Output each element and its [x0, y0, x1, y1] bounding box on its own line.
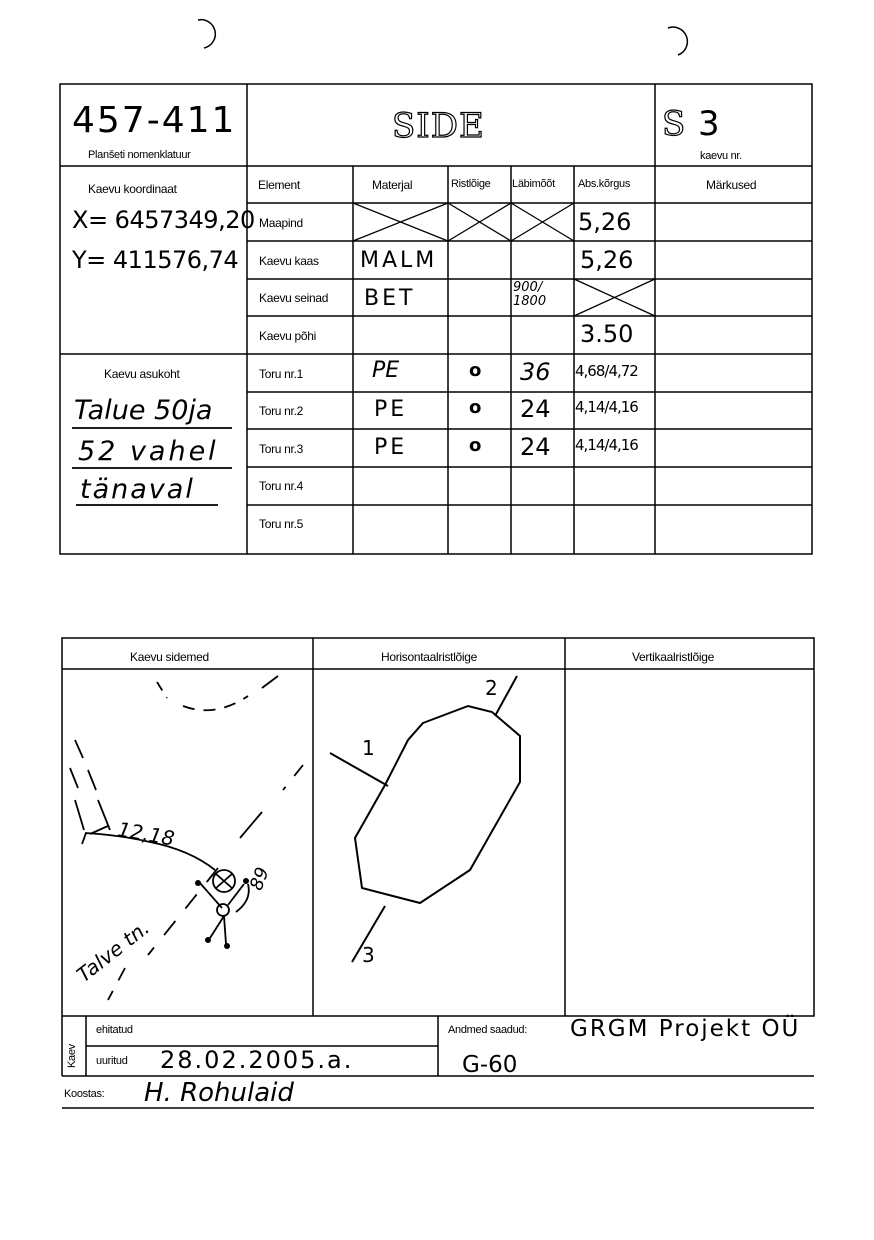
data-source-value: GRGM Projekt OÜ [570, 1016, 801, 1042]
nomenclature-label: Planšeti nomenklatuur [88, 149, 191, 161]
row-height: 3.50 [580, 320, 634, 348]
row-height: 5,26 [580, 246, 634, 274]
col-header-material: Materjal [372, 178, 413, 192]
compiled-label: Koostas: [64, 1088, 105, 1100]
well-number: 3 [698, 104, 720, 144]
col-header-height: Abs.kõrgus [578, 178, 631, 190]
sketch-distance: 12,18 [115, 817, 177, 851]
data-source-label: Andmed saadud: [448, 1024, 527, 1036]
coord-y: Y= 411576,74 [72, 246, 239, 274]
row-cross: o [469, 435, 482, 456]
row-element: Toru nr.1 [259, 367, 303, 381]
pipe-label: 2 [485, 676, 498, 700]
surveyed-label: uuritud [96, 1055, 128, 1067]
pipe-label: 3 [362, 943, 375, 967]
row-diameter: 24 [520, 433, 551, 461]
page-title: SIDE [392, 106, 485, 146]
vertical-section-header: Vertikaalristlõige [632, 650, 714, 664]
row-element: Toru nr.2 [259, 404, 303, 418]
surveyed-value: 28.02.2005.a. [160, 1046, 354, 1074]
col-header-notes: Märkused [706, 178, 757, 192]
well-label: kaevu nr. [700, 150, 742, 162]
well-prefix: S [662, 104, 686, 144]
row-element: Toru nr.4 [259, 479, 303, 493]
sketch-angle: 89 [246, 864, 274, 894]
row-material: MALM [360, 248, 438, 273]
pipe-label: 1 [362, 736, 375, 760]
coords-label: Kaevu koordinaat [88, 182, 177, 196]
nomenclature-value: 457-411 [72, 100, 237, 141]
built-label: ehitatud [96, 1024, 133, 1036]
row-material: BET [364, 286, 416, 311]
row-diameter: 24 [520, 395, 551, 423]
location-line-3: tänaval [80, 474, 195, 505]
sketch-street: Talve tn. [72, 915, 155, 987]
row-height: 4,68/4,72 [575, 362, 638, 380]
location-line-2: 52 vahel [78, 436, 219, 467]
row-material: PE [374, 435, 408, 460]
row-material: PE [372, 358, 400, 383]
row-element: Toru nr.5 [259, 517, 303, 531]
col-header-diameter: Läbimõõt [512, 178, 555, 190]
horizontal-section-sketch [330, 676, 520, 962]
horizontal-section-header: Horisontaalristlõige [381, 650, 478, 664]
location-label: Kaevu asukoht [104, 367, 180, 381]
row-diameter: 36 [520, 358, 551, 386]
links-header: Kaevu sidemed [130, 650, 209, 664]
punch-hole-icon [668, 27, 687, 55]
row-height: 4,14/4,16 [575, 436, 638, 454]
row-cross: o [469, 397, 482, 418]
compiled-value: H. Rohulaid [144, 1078, 294, 1108]
location-line-1: Talue 50ja [74, 395, 213, 426]
coord-x: X= 6457349,20 [72, 206, 255, 234]
row-element: Kaevu põhi [259, 329, 317, 343]
row-material: PE [374, 397, 408, 422]
row-element: Maapind [259, 216, 303, 230]
col-header-element: Element [258, 178, 300, 192]
row-diameter: 900/ 1800 [513, 280, 547, 309]
well-side-label: Kaev [66, 1044, 78, 1068]
row-height: 4,14/4,16 [575, 398, 638, 416]
row-element: Kaevu kaas [259, 254, 319, 268]
row-cross: o [469, 360, 482, 381]
data-source-code: G-60 [462, 1052, 518, 1078]
row-element: Toru nr.3 [259, 442, 303, 456]
punch-hole-icon [198, 20, 215, 48]
row-element: Kaevu seinad [259, 291, 329, 305]
row-height: 5,26 [578, 208, 632, 236]
col-header-cross: Ristlõige [451, 178, 491, 190]
